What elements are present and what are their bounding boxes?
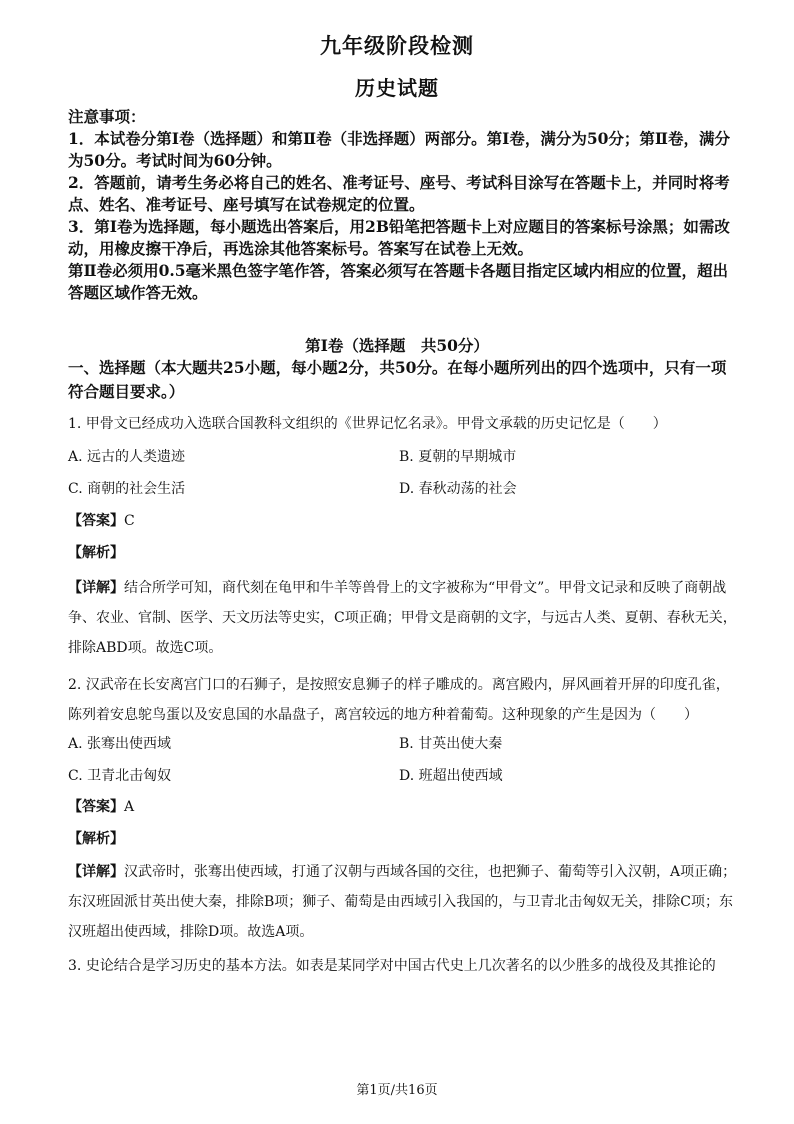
q1-analysis-label: 【解析】 <box>68 545 124 561</box>
question-2-options <box>68 734 740 798</box>
notes-item-4: 第Ⅱ卷必须用0.5毫米黑色签字笔作答，答案必须写在答题卡各题目指定区域内相应的位置，超出答题区域作答无效。 <box>68 261 729 302</box>
q2-option-d: D. 班超出使西域 <box>399 768 503 784</box>
q2-option-a: A. 张骞出使西域 <box>68 736 172 752</box>
q1-option-c: C. 商朝的社会生活 <box>68 481 186 497</box>
q2-answer <box>68 796 740 818</box>
section-title: 第Ⅰ卷（选择题 共50分） <box>305 336 489 355</box>
q1-answer <box>68 510 740 532</box>
page-number: 第1页/共16页 <box>356 1083 438 1098</box>
question-2-stem: 2. 汉武帝在长安离宫门口的石狮子，是按照安息狮子的样子雕成的。离宫殿内，屏风画着开屏的印度孔雀，陈列着安息鸵鸟蛋以及安息国的水晶盘子，离宫较远的地方种着葡萄。这种现象的产生是因为（ ） <box>68 677 730 723</box>
q1-detail-text: 结合所学可知，商代刻在龟甲和牛羊等兽骨上的文字被称为“甲骨文”。甲骨文记录和反映了商朝战争、农业、官制、医学、天文历法等史实，C项正确；甲骨文是商朝的文字，与远古人类、夏朝、春秋无关，排除ABD项。故选C项。 <box>68 580 737 656</box>
q1-option-d: D. 春秋动荡的社会 <box>399 481 517 497</box>
q2-option-c: C. 卫青北击匈奴 <box>68 768 172 784</box>
notes-item-2: 2．答题前，请考生务必将自己的姓名、准考证号、座号、考试科目涂写在答题卡上，并同时将考点、姓名、准考证号、座号填写在试卷规定的位置。 <box>68 173 730 214</box>
exam-title: 九年级阶段检测 <box>320 34 474 58</box>
question-1-stem: 1. 甲骨文已经成功入选联合国教科文组织的《世界记忆名录》。甲骨文承载的历史记忆是（ ） <box>68 416 667 432</box>
q1-detail-label: 【详解】 <box>68 580 124 596</box>
notes-block <box>68 106 740 304</box>
q2-answer-value: A <box>124 799 135 815</box>
q1-option-b: B. 夏朝的早期城市 <box>399 449 517 465</box>
q2-detail-text: 汉武帝时，张骞出使西域，打通了汉朝与西域各国的交往，也把狮子、葡萄等引入汉朝，A项正确；东汉班固派甘英出使大秦，排除B项；狮子、葡萄是由西域引入我国的，与卫青北击匈奴无关，排除C项；东汉班超出使西域，排除D项。故选A项。 <box>68 864 737 940</box>
notes-heading: 注意事项： <box>68 107 146 126</box>
q2-answer-label: 【答案】 <box>68 799 124 815</box>
q2-detail-label: 【详解】 <box>68 864 124 880</box>
question-1-options <box>68 447 740 511</box>
q2-option-b: B. 甘英出使大秦 <box>399 736 503 752</box>
question-3-stem: 3. 史论结合是学习历史的基本方法。如表是某同学对中国古代史上几次著名的以少胜多的战役及其推论的 <box>68 958 716 974</box>
q2-analysis-label: 【解析】 <box>68 831 124 847</box>
notes-item-1: 1．本试卷分第Ⅰ卷（选择题）和第Ⅱ卷（非选择题）两部分。第Ⅰ卷，满分为50分；第Ⅱ卷，满分为50分。考试时间为60分钟。 <box>68 129 730 170</box>
q1-option-a: A. 远古的人类遗迹 <box>68 449 186 465</box>
section-heading: 一、选择题（本大题共25小题，每小题2分，共50分。在每小题所列出的四个选项中，只有一项符合题目要求。） <box>68 358 727 401</box>
q1-answer-value: C <box>124 513 135 529</box>
q1-detail <box>68 573 740 663</box>
q1-answer-label: 【答案】 <box>68 513 124 529</box>
exam-subtitle: 历史试题 <box>355 76 439 100</box>
notes-item-3: 3．第Ⅰ卷为选择题，每小题选出答案后，用2B铅笔把答题卡上对应题目的答案标号涂黑；如需改动，用橡皮擦干净后，再选涂其他答案标号。答案写在试卷上无效。 <box>68 217 730 258</box>
q2-detail <box>68 857 740 947</box>
